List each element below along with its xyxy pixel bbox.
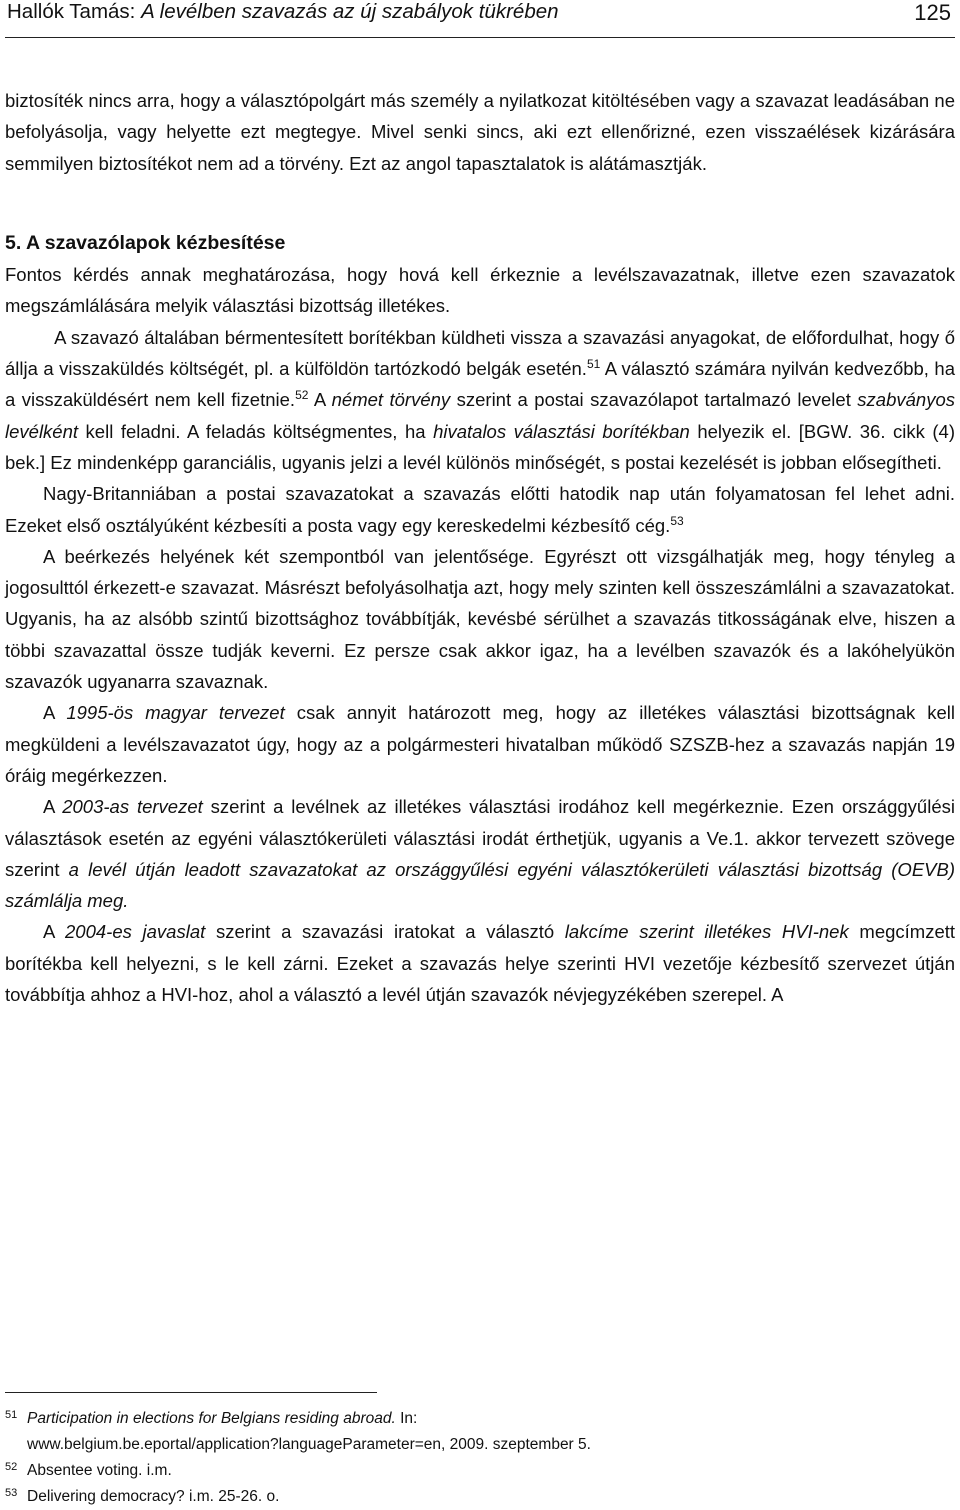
p6-italic-address: lakcíme szerint illetékes HVI-nek bbox=[564, 921, 849, 943]
footnote-53-text: Delivering democracy? i.m. 25-26. o. bbox=[27, 1488, 280, 1505]
footnotes bbox=[5, 1406, 955, 1510]
footnote-51: 51 Participation in elections for Belgians residing abroad. In: bbox=[5, 1406, 955, 1432]
body-text bbox=[5, 85, 955, 1010]
footnote-ref-53[interactable]: 53 bbox=[670, 513, 684, 528]
paragraph-3: A beérkezés helyének két szempontból van jelentősége. Egyrészt ott vizsgálhatják meg, hogy tényleg a jogosulttól érkezett-e szavazat. Másrészt befolyásolhatja azt, hogy mely szinten kell összeszámlálni a szavazatokat. Ugyanis, ha az alsóbb szintű bizottsághoz továbbítják, kevésbé sérülhet a szavazás titkosságának elve, hiszen a többi szavazattal össze tudják keverni. Ez persze csak akkor igaz, ha a levélben szavazók és a lakóhelyükön szavazók ugyanarra szavaznak. bbox=[5, 545, 955, 693]
p1-text-j: helyezik el. [BGW. 36. cikk (4) bek.] Ez mindenképp garanciális, ugyanis jelzi a levél különös minőségét, s postai kezelését is jobban elősegítheti. bbox=[5, 420, 955, 473]
p5-italic-2003-draft: 2003-as tervezet bbox=[62, 796, 203, 818]
footnote-ref-51[interactable]: 51 bbox=[586, 356, 601, 371]
p1-text-b: A szavazó általában bérmentesített borítékban küldheti vissza a szavazási anyagokat, de előfordulhat, hogy ő állja a visszaküldés költségét, pl. a külföldön tartózkodó belgák esetén. bbox=[5, 326, 955, 380]
footnote-separator bbox=[5, 1392, 377, 1393]
page-header bbox=[5, 0, 955, 36]
p1-text-d: A bbox=[308, 389, 332, 411]
p1-text-c: A választó számára nyilván kedvezőbb, ha a visszaküldésért nem kell fizetnie. bbox=[5, 358, 955, 411]
footnote-number: 53 bbox=[5, 1487, 18, 1499]
footnote-52-text: Absentee voting. i.m. bbox=[27, 1462, 172, 1479]
p1-text-h: kell feladni. A feladás költségmentes, ha bbox=[78, 420, 434, 442]
footnote-53 bbox=[5, 1484, 955, 1510]
footnote-51-url[interactable]: www.belgium.be.eportal/application?languageParameter=en, 2009. szeptember 5. bbox=[27, 1436, 591, 1453]
paragraph-4: A 1995-ös magyar tervezet csak annyit határozott meg, hogy az illetékes választási bizottságnak kell megküldeni a levélszavazatot úgy, hogy az a polgármesteri hivatalban működő SZSZB-hez a szavazás napján 19 óráig megérkezzen. bbox=[5, 702, 955, 786]
header-author: Hallók Tamás: bbox=[7, 0, 136, 23]
p1-text-a: Fontos kérdés annak meghatározása, hogy hová kell érkeznie a levélszavazatnak, illetve ezen szavazatok megszámlálására melyik választási bizottság illetékes. bbox=[5, 264, 955, 317]
p1-italic-standard-letter: szabványos levélként bbox=[5, 389, 955, 442]
footnote-51-italic: Participation in elections for Belgians residing abroad. bbox=[27, 1410, 396, 1427]
header-rule bbox=[5, 37, 955, 38]
paragraph-1 bbox=[5, 259, 955, 478]
paragraph-2 bbox=[5, 478, 955, 541]
header-title: A levélben szavazás az új szabályok tükrében bbox=[141, 0, 559, 23]
p2-text: Nagy-Britanniában a postai szavazatokat a szavazás előtti hatodik nap után folyamatosan fel lehet adni. Ezeket első osztályúként kézbesíti a posta vagy egy kereskedelmi kézbesítő cég. bbox=[5, 483, 955, 536]
p4-italic-1995-draft: 1995-ös magyar tervezet bbox=[66, 702, 285, 724]
p1-text-f: szerint a postai szavazólapot tartalmazó levelet bbox=[450, 389, 858, 411]
p1-italic-german-law: német törvény bbox=[331, 389, 451, 411]
intro-paragraph: biztosíték nincs arra, hogy a választópolgárt más személy a nyilatkozat kitöltésében vagy a szavazat leadásában ne befolyásolja, vagy helyette ezt megtegye. Mivel senki sincs, aki ezt ellenőrizné, ezen visszaélések kizárására semmilyen biztosítékot nem ad a törvény. Ezt az angol tapasztalatok is alátámasztják. bbox=[5, 90, 955, 174]
footnote-ref-52[interactable]: 52 bbox=[295, 388, 309, 403]
page-number: 125 bbox=[914, 0, 951, 25]
paragraph-5: A 2003-as tervezet szerint a levélnek az illetékes választási irodához kell megérkeznie. Ezen országgyűlési választások esetén az egyéni választókerületi választási irodát érthetjük, ugyanis a Ve.1. akkor tervezett szövege szerint a levél útján leadott szavazatokat az országgyűlési egyéni választókerületi választási bizottság (OEVB) számlálja meg. bbox=[5, 796, 955, 912]
p5-italic-quote: a levél útján leadott szavazatokat az országgyűlési egyéni választókerületi választási bizottság (OEVB) számlálja meg. bbox=[5, 858, 955, 912]
footnote-number: 52 bbox=[5, 1461, 18, 1473]
footnote-number: 51 bbox=[5, 1409, 18, 1421]
paragraph-6: A 2004-es javaslat szerint a szavazási iratokat a választó lakcíme szerint illetékes HVI-nek megcímzett borítékba kell helyezni, s le kell zárni. Ezeket a szavazás helye szerinti HVI vezetője kézbesítő szervezet útján továbbítja ahhoz a HVI-hoz, ahol a választó a levél útján szavazók névjegyzékében szerepel. A bbox=[5, 921, 956, 1006]
running-title bbox=[7, 0, 559, 24]
section-heading: 5. A szavazólapok kézbesítése bbox=[5, 231, 286, 254]
p1-italic-official-envelope: hivatalos választási borítékban bbox=[433, 420, 690, 442]
footnote-52 bbox=[5, 1458, 955, 1484]
p6-italic-2004-proposal: 2004-es javaslat bbox=[65, 921, 206, 943]
